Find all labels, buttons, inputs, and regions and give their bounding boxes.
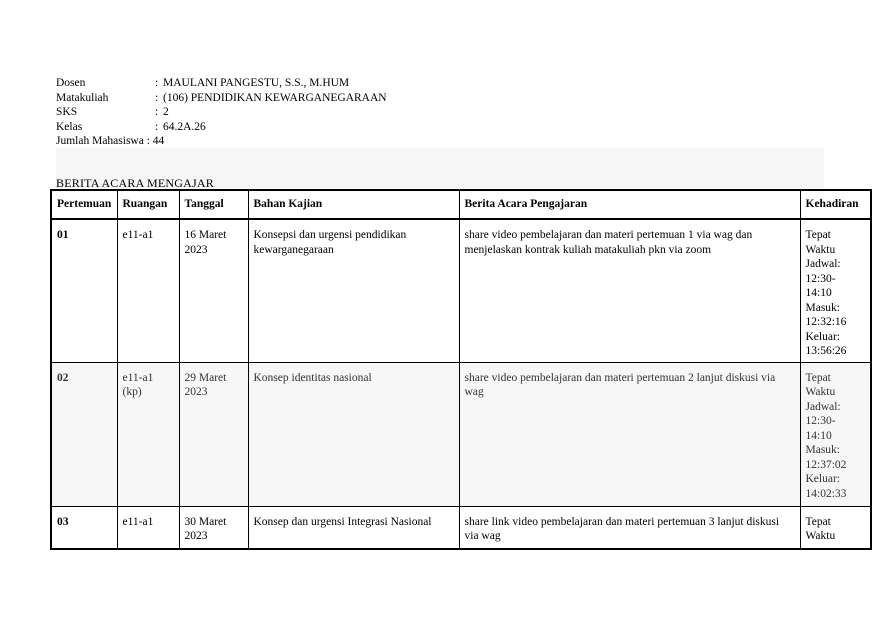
kehadiran-jadwal-label: Jadwal: bbox=[805, 258, 841, 270]
cell-pertemuan: 02 bbox=[51, 362, 117, 506]
info-label: Kelas bbox=[56, 120, 83, 133]
header-kehadiran: Kehadiran bbox=[800, 190, 871, 219]
kehadiran-status: Waktu bbox=[805, 386, 836, 398]
kehadiran-status: Tepat bbox=[805, 515, 831, 528]
kehadiran-keluar-time: 13:56:26 bbox=[805, 345, 847, 357]
cell-berita-acara: share link video pembelajaran dan materi pertemuan 3 lanjut diskusi via wag bbox=[459, 506, 800, 549]
table-row bbox=[51, 506, 871, 549]
header-ruangan: Ruangan bbox=[117, 190, 179, 219]
document-info-block bbox=[56, 76, 387, 149]
section-title: BERITA ACARA MENGAJAR bbox=[56, 176, 214, 190]
info-row-kelas bbox=[56, 120, 387, 135]
cell-ruangan: e11-a1 (kp) bbox=[117, 362, 179, 506]
info-separator: : bbox=[146, 135, 150, 147]
cell-tanggal: 16 Maret 2023 bbox=[179, 219, 248, 362]
table-header-row bbox=[51, 190, 871, 219]
kehadiran-masuk-label: Masuk: bbox=[805, 301, 840, 314]
kehadiran-keluar-label: Keluar: bbox=[805, 330, 840, 343]
cell-ruangan: e11-a1 bbox=[117, 506, 179, 549]
info-separator: : bbox=[155, 106, 159, 118]
kehadiran-status: Tepat bbox=[805, 229, 831, 241]
kehadiran-jadwal-end: 14:10 bbox=[805, 287, 832, 299]
cell-bahan-kajian: Konsepsi dan urgensi pendidikan kewarganegaraan bbox=[248, 219, 459, 362]
kehadiran-status: Waktu bbox=[805, 243, 836, 256]
cell-bahan-kajian: Konsep identitas nasional bbox=[248, 362, 459, 506]
info-row-sks bbox=[56, 105, 387, 120]
info-value-dosen: MAULANI PANGESTU, S.S., M.HUM bbox=[163, 77, 350, 89]
kehadiran-jadwal-end: 14:10 bbox=[805, 429, 832, 442]
header-pertemuan: Pertemuan bbox=[51, 190, 117, 219]
header-bahan-kajian: Bahan Kajian bbox=[248, 190, 459, 219]
cell-ruangan: e11-a1 bbox=[117, 219, 179, 362]
cell-pertemuan: 01 bbox=[51, 219, 117, 362]
table-row bbox=[51, 219, 871, 362]
cell-berita-acara: share video pembelajaran dan materi pertemuan 2 lanjut diskusi via wag bbox=[459, 362, 800, 506]
header-tanggal: Tanggal bbox=[179, 190, 248, 219]
cell-pertemuan: 03 bbox=[51, 506, 117, 549]
cell-tanggal: 30 Maret 2023 bbox=[179, 506, 248, 549]
cell-kehadiran bbox=[800, 506, 871, 549]
kehadiran-masuk-time: 12:32:16 bbox=[805, 316, 847, 328]
header-berita-acara: Berita Acara Pengajaran bbox=[459, 190, 800, 219]
info-value-sks: 2 bbox=[163, 106, 169, 118]
info-label: Dosen bbox=[56, 77, 86, 89]
cell-kehadiran bbox=[800, 362, 871, 506]
cell-bahan-kajian: Konsep dan urgensi Integrasi Nasional bbox=[248, 506, 459, 549]
cell-berita-acara: share video pembelajaran dan materi pertemuan 1 via wag dan menjelaskan kontrak kuliah matakuliah pkn via zoom bbox=[459, 219, 800, 362]
table-row bbox=[51, 362, 871, 506]
info-label: Matakuliah bbox=[56, 91, 109, 104]
kehadiran-jadwal-start: 12:30- bbox=[805, 415, 836, 427]
cell-kehadiran bbox=[800, 219, 871, 362]
kehadiran-keluar-label: Keluar: bbox=[805, 473, 840, 485]
kehadiran-keluar-time: 14:02:33 bbox=[805, 487, 847, 500]
info-row-dosen bbox=[56, 76, 387, 91]
kehadiran-masuk-time: 12:37:02 bbox=[805, 458, 847, 471]
info-label: Jumlah Mahasiswa bbox=[56, 135, 144, 147]
info-separator: : bbox=[155, 91, 159, 104]
info-label: SKS bbox=[56, 106, 78, 118]
info-value-kelas: 64.2A.26 bbox=[163, 120, 206, 133]
kehadiran-jadwal-start: 12:30- bbox=[805, 272, 836, 285]
cell-tanggal: 29 Maret 2023 bbox=[179, 362, 248, 506]
kehadiran-masuk-label: Masuk: bbox=[805, 444, 840, 456]
info-row-jumlah-mahasiswa bbox=[56, 134, 387, 149]
info-separator: : bbox=[155, 120, 159, 133]
kehadiran-status: Waktu bbox=[805, 530, 836, 542]
kehadiran-jadwal-label: Jadwal: bbox=[805, 400, 841, 413]
info-separator: : bbox=[155, 77, 159, 89]
info-value-matakuliah: (106) PENDIDIKAN KEWARGANEGARAAN bbox=[163, 91, 387, 104]
info-value-jumlah-mahasiswa: 44 bbox=[152, 135, 165, 147]
berita-acara-table bbox=[50, 189, 872, 550]
kehadiran-status: Tepat bbox=[805, 371, 831, 384]
info-row-matakuliah bbox=[56, 91, 387, 106]
